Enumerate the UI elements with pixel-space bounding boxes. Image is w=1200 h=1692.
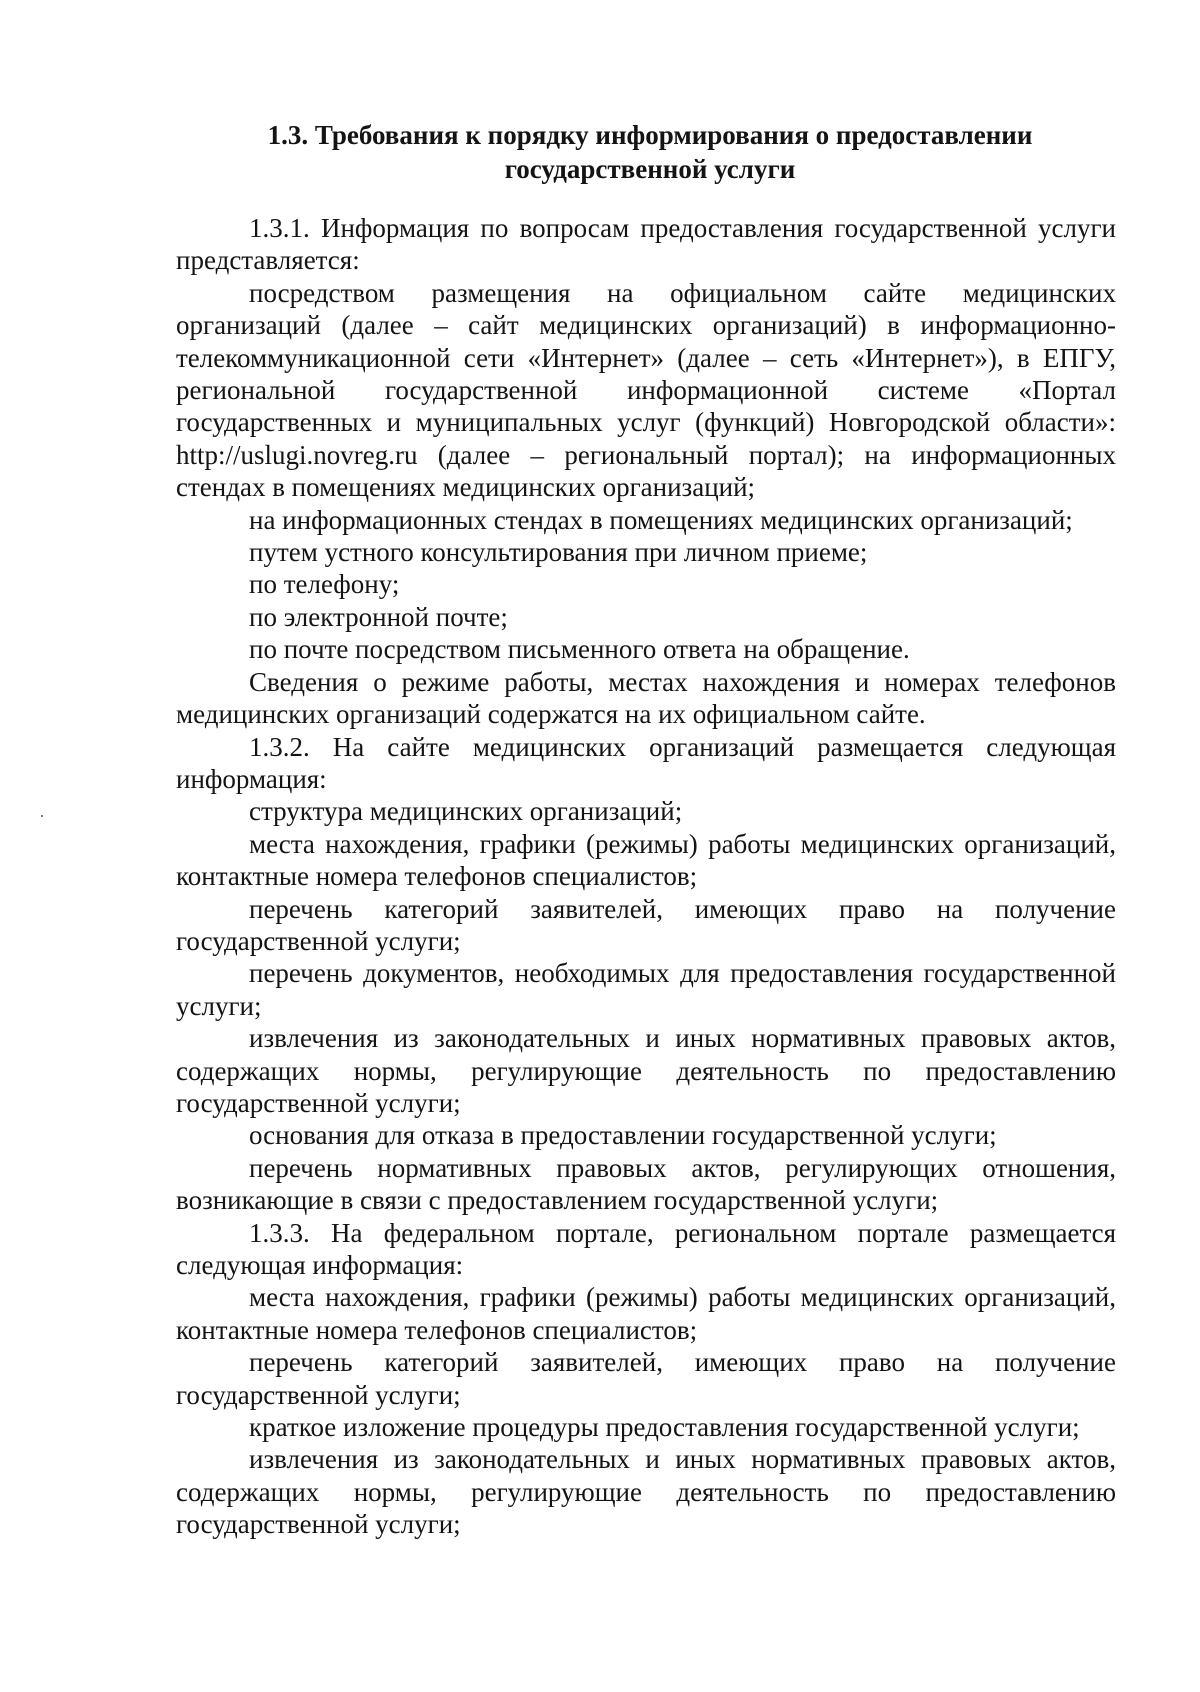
paragraph: перечень категорий заявителей, имеющих право на получение государственной услуги; — [176, 1347, 1116, 1410]
paragraph: по электронной почте; — [249, 601, 508, 632]
section-title-line-2: государственной услуги — [504, 154, 796, 184]
paragraph: извлечения из законодательных и иных нормативных правовых актов, содержащих нормы, регулирующие деятельность по предоставлению государственной услуги; — [176, 1444, 1116, 1540]
paragraph: 1.3.3. На федеральном портале, региональном портале размещается следующая информация: — [176, 1217, 1116, 1280]
paragraph: по почте посредством письменного ответа на обращение. — [249, 634, 910, 665]
paragraph: места нахождения, графики (режимы) работы медицинских организаций, контактные номера телефонов специалистов; — [176, 1282, 1116, 1345]
section-title-line-1: 1.3. Требования к порядку информирования о предоставлении — [267, 120, 1033, 150]
paragraph: посредством размещения на официальном сайте медицинских организаций (далее – сайт медицинских организаций) в информационно-телекоммуникационной сети «Интернет» (далее – сеть «Интернет»), в ЕПГУ, региональной государственной информационной системе «Портал государственных и муниципальных услуг (функций) Новгородской области»: http://uslugi.novreg.ru (далее – региональный портал); на информационных стендах в помещениях медицинских организаций; — [176, 277, 1116, 503]
paragraph: Сведения о режиме работы, местах нахождения и номерах телефонов медицинских организаций содержатся на их официальном сайте. — [176, 666, 1116, 730]
paragraph: 1.3.1. Информация по вопросам предоставления государственной услуги представляется: — [176, 213, 1116, 276]
paragraph: перечень категорий заявителей, имеющих право на получение государственной услуги; — [176, 893, 1116, 956]
paragraph: краткое изложение процедуры предоставления государственной услуги; — [249, 1412, 1080, 1443]
scan-speck — [41, 815, 43, 817]
paragraph: места нахождения, графики (режимы) работы медицинских организаций, контактные номера телефонов специалистов; — [176, 828, 1116, 892]
paragraph: по телефону; — [249, 569, 400, 600]
paragraph: перечень нормативных правовых актов, регулирующих отношения, возникающие в связи с предоставлением государственной услуги; — [176, 1152, 1116, 1216]
paragraph: основания для отказа в предоставлении государственной услуги; — [249, 1120, 997, 1151]
paragraph: 1.3.2. На сайте медицинских организаций размещается следующая информация: — [176, 731, 1116, 794]
paragraph: перечень документов, необходимых для предоставления государственной услуги; — [176, 958, 1116, 1021]
paragraph: путем устного консультирования при личном приеме; — [249, 537, 868, 568]
document-body — [176, 212, 1116, 1541]
paragraph: на информационных стендах в помещениях медицинских организаций; — [249, 504, 1073, 535]
paragraph: извлечения из законодательных и иных нормативных правовых актов, содержащих нормы, регулирующие деятельность по предоставлению государственной услуги; — [176, 1023, 1116, 1118]
paragraph: структура медицинских организаций; — [249, 796, 683, 827]
section-title — [180, 118, 1120, 186]
